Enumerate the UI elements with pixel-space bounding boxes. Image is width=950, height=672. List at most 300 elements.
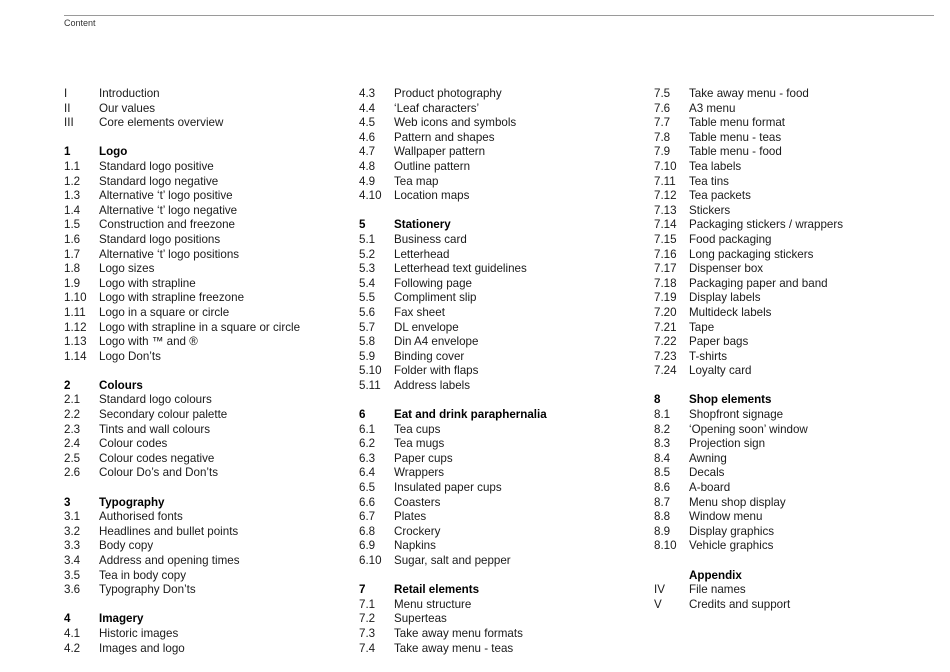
toc-entry-title: Product photography [394,87,502,100]
toc-entry[interactable] [654,116,934,131]
toc-entry-title: Menu shop display [689,495,786,509]
toc-entry-number: 2.2 [64,408,81,422]
toc-entry-number: 1.6 [64,232,81,246]
toc-section-heading[interactable] [654,569,934,584]
toc-entry[interactable] [64,189,344,204]
toc-entry[interactable] [64,423,344,438]
toc-entry[interactable] [359,554,639,569]
toc-entry[interactable] [359,350,639,365]
toc-entry-number: 5.3 [359,262,376,276]
toc-entry-number: 7.16 [654,247,677,261]
toc-entry-title: DL envelope [394,320,459,334]
toc-entry-number: 8.6 [654,481,671,495]
toc-entry-title: Fax sheet [394,305,445,319]
toc-entry-title: Our values [99,101,156,115]
toc-entry-number: 4.10 [359,189,382,203]
toc-entry[interactable] [654,204,934,219]
toc-entry-title: Binding cover [394,349,465,363]
toc-entry-number: 8.8 [654,510,671,524]
toc-entry[interactable] [64,525,344,540]
toc-entry-title: Standard logo positive [99,159,214,173]
toc-section-heading[interactable] [359,408,639,423]
toc-entry-number: 7.12 [654,189,677,203]
toc-section-heading[interactable] [64,145,344,160]
toc-entry-number: 7.9 [654,145,671,159]
toc-entry-title: Logo with strapline [99,276,196,290]
toc-entry-title: Display graphics [689,524,775,538]
toc-entry[interactable] [359,437,639,452]
toc-entry-number: 6 [359,408,366,422]
toc-entry[interactable] [359,87,639,102]
toc-entry-title: Pattern and shapes [394,130,495,144]
toc-entry-number: 3.6 [64,583,81,597]
toc-entry-title: Letterhead text guidelines [394,262,527,276]
toc-entry-title: Headlines and bullet points [99,524,239,538]
toc-entry-title: Din A4 envelope [394,335,479,349]
toc-entry[interactable] [654,481,934,496]
toc-section-heading[interactable] [359,218,639,233]
toc-entry-number: 3.5 [64,568,81,582]
toc-entry-title: Logo with strapline freezone [99,291,245,305]
toc-entry-number: 3.4 [64,554,81,567]
toc-entry-title: Paper cups [394,451,453,465]
toc-entry-number: II [64,101,71,115]
toc-entry-number: 4.9 [359,174,376,188]
toc-spacer [359,569,639,584]
toc-entry-title: A3 menu [689,101,736,115]
toc-entry[interactable] [359,321,639,336]
toc-entry-number: 2.1 [64,393,81,407]
toc-entry[interactable] [654,291,934,306]
toc-entry[interactable] [359,598,639,613]
toc-entry[interactable] [64,87,344,102]
toc-entry-title: Colour codes [99,437,168,451]
toc-entry-number: 1.8 [64,262,81,276]
toc-entry-number: 2.3 [64,422,81,436]
toc-entry[interactable] [359,481,639,496]
toc-entry[interactable] [654,598,934,613]
toc-entry[interactable] [654,364,934,379]
toc-entry[interactable] [64,350,344,365]
toc-entry-number: 1.1 [64,159,81,173]
toc-entry[interactable] [654,160,934,175]
toc-entry-title: Tea cups [394,422,441,436]
toc-entry-title: Colours [99,378,143,392]
toc-entry[interactable] [654,408,934,423]
toc-entry[interactable] [359,277,639,292]
toc-entry-number: 7 [359,583,366,597]
toc-entry-title: Outline pattern [394,159,471,173]
toc-entry-title: Crockery [394,524,441,538]
toc-entry[interactable] [64,393,344,408]
toc-entry[interactable] [654,145,934,160]
toc-entry-number: 4.2 [64,641,81,655]
toc-entry[interactable] [359,496,639,511]
toc-entry[interactable] [359,364,639,379]
toc-entry[interactable] [64,102,344,117]
toc-entry[interactable] [359,525,639,540]
toc-entry-title: Table menu - food [689,145,782,159]
toc-entry-title: Logo with strapline in a square or circle [99,320,301,334]
toc-entry-title: Compliment slip [394,291,477,305]
toc-entry[interactable] [359,466,639,481]
toc-entry-title: Stationery [394,218,451,232]
toc-entry-title: File names [689,583,746,597]
toc-entry-number: 1.13 [64,335,87,349]
toc-entry[interactable] [654,466,934,481]
toc-entry[interactable] [654,350,934,365]
toc-entry[interactable] [359,102,639,117]
toc-entry[interactable] [654,87,934,102]
toc-entry-title: Plates [394,510,427,524]
toc-entry-number: 7.15 [654,232,677,246]
toc-entry-title: Tea in body copy [99,568,187,582]
toc-entry-title: Retail elements [394,583,480,597]
toc-entry-number: 4.1 [64,626,81,640]
toc-entry-number: 8.1 [654,408,671,422]
toc-entry[interactable] [64,321,344,336]
toc-entry-title: Tea tins [689,174,729,188]
toc-entry[interactable] [359,189,639,204]
toc-entry[interactable] [359,423,639,438]
toc-entry-title: Logo with ™ and ® [99,335,198,349]
toc-entry-number: 4.4 [359,101,376,115]
toc-section-heading[interactable] [64,612,344,627]
toc-entry[interactable] [359,642,639,657]
toc-entry-number: 7.6 [654,101,671,115]
toc-entry-number: 4.5 [359,116,376,130]
toc-entry[interactable] [654,306,934,321]
toc-spacer [64,131,344,146]
toc-entry-number: 2.5 [64,451,81,465]
toc-entry[interactable] [359,233,639,248]
toc-entry[interactable] [654,452,934,467]
toc-entry[interactable] [64,554,344,569]
toc-entry-number: 1.9 [64,276,81,290]
toc-entry[interactable] [64,452,344,467]
toc-entry[interactable] [64,510,344,525]
toc-entry-number: 2 [64,378,71,392]
toc-entry[interactable] [654,175,934,190]
toc-entry-number: 6.4 [359,466,376,480]
toc-entry-number: 1.14 [64,349,87,363]
toc-entry-title: Business card [394,232,467,246]
toc-entry-number: 8 [654,393,661,407]
toc-section-heading[interactable] [64,496,344,511]
toc-entry-title: Web icons and symbols [394,116,517,130]
toc-entry-number: 3 [64,495,71,509]
toc-entry-title: Sugar, salt and pepper [394,554,511,567]
toc-entry-title: Vehicle graphics [689,539,774,553]
toc-entry[interactable] [64,175,344,190]
toc-entry[interactable] [654,525,934,540]
toc-entry-title: Take away menu formats [394,626,523,640]
toc-entry-title: Coasters [394,495,441,509]
toc-entry[interactable] [654,510,934,525]
toc-entry-number: 4.6 [359,130,376,144]
toc-entry-title: Alternative ‘t’ logo negative [99,203,238,217]
toc-entry[interactable] [64,642,344,657]
toc-entry[interactable] [64,218,344,233]
toc-entry-number: 6.3 [359,451,376,465]
toc-entry-title: Packaging paper and band [689,276,828,290]
toc-entry[interactable] [654,423,934,438]
toc-spacer [64,481,344,496]
toc-entry-title: Colour codes negative [99,451,215,465]
toc-entry-title: Insulated paper cups [394,481,502,495]
toc-entry[interactable] [359,379,639,394]
toc-entry[interactable] [64,291,344,306]
toc-entry-number: 1.7 [64,247,81,261]
toc-entry-number: 1.10 [64,291,87,305]
toc-entry[interactable] [64,116,344,131]
toc-entry[interactable] [359,452,639,467]
toc-entry-number: 5.11 [359,378,381,392]
toc-entry-number: III [64,116,74,130]
toc-entry-number: 7.23 [654,349,677,363]
toc-entry[interactable] [64,233,344,248]
toc-entry[interactable] [64,466,344,481]
toc-entry[interactable] [654,248,934,263]
toc-entry-title: Tea map [394,174,439,188]
toc-entry-title: Long packaging stickers [689,247,814,261]
toc-entry-title: Shopfront signage [689,408,784,422]
toc-entry-number: 5.1 [359,232,376,246]
toc-entry-number: 7.21 [654,320,677,334]
toc-entry-number: 3.3 [64,539,81,553]
toc-entry-title: Superteas [394,612,447,626]
toc-entry-number: 6.7 [359,510,376,524]
toc-entry-number: 7.1 [359,597,376,611]
toc-entry[interactable] [654,131,934,146]
toc-entry[interactable] [654,583,934,598]
toc-entry-title: Table menu format [689,116,786,130]
toc-entry-title: Standard logo negative [99,174,219,188]
toc-entry[interactable] [654,189,934,204]
toc-spacer [64,598,344,613]
toc-entry-title: Projection sign [689,437,766,451]
toc-entry-title: Tape [689,320,715,334]
toc-entry[interactable] [654,321,934,336]
toc-entry-number: 5 [359,218,366,232]
toc-entry[interactable] [654,335,934,350]
toc-entry-title: Body copy [99,539,154,553]
toc-entry-number: 4.3 [359,87,376,100]
toc-entry-number: 7.8 [654,130,671,144]
toc-entry-number: 5.4 [359,276,376,290]
toc-entry-title: Window menu [689,510,763,524]
toc-section-heading[interactable] [359,583,639,598]
toc-entry[interactable] [359,510,639,525]
toc-entry-number: 7.24 [654,364,677,378]
toc-entry-title: Alternative ‘t’ logo positions [99,247,240,261]
toc-entry-title: Food packaging [689,232,772,246]
toc-entry[interactable] [359,248,639,263]
toc-entry-title: Display labels [689,291,761,305]
toc-entry-number: 1.12 [64,320,87,334]
toc-entry-title: Menu structure [394,597,472,611]
toc-entry-title: Location maps [394,189,470,203]
toc-entry-title: Colour Do’s and Don’ts [99,466,219,480]
toc-entry-number: 7.3 [359,626,376,640]
toc-entry-title: Standard logo positions [99,232,221,246]
toc-entry-title: Table menu - teas [689,130,782,144]
toc-entry[interactable] [359,116,639,131]
toc-entry-number: 6.5 [359,481,376,495]
toc-entry[interactable] [654,496,934,511]
toc-entry[interactable] [64,160,344,175]
toc-entry-number: 3.1 [64,510,81,524]
toc-entry-title: Historic images [99,626,179,640]
page-header-label: Content [64,18,96,28]
toc-entry[interactable] [64,583,344,598]
toc-entry-title: Dispenser box [689,262,764,276]
toc-entry-number: 7.4 [359,641,376,655]
toc-section-heading[interactable] [654,393,934,408]
toc-entry-number: 6.6 [359,495,376,509]
toc-entry[interactable] [64,335,344,350]
toc-entry-number: I [64,87,68,100]
toc-entry-title: Typography [99,495,165,509]
toc-entry-title: Standard logo colours [99,393,212,407]
toc-entry-number: 7.7 [654,116,671,130]
toc-entry[interactable] [359,291,639,306]
toc-entry-title: Authorised fonts [99,510,183,524]
toc-column-2 [359,87,639,656]
toc-entry[interactable] [64,262,344,277]
toc-entry[interactable] [64,277,344,292]
toc-entry-title: Eat and drink paraphernalia [394,408,547,422]
toc-entry[interactable] [654,102,934,117]
toc-entry[interactable] [64,248,344,263]
toc-entry-number: 7.20 [654,305,677,319]
toc-entry-number: 7.22 [654,335,677,349]
toc-entry-number: 5.6 [359,305,376,319]
toc-entry-number: 6.8 [359,524,376,538]
toc-entry-number: 1 [64,145,71,159]
toc-spacer [654,379,934,394]
toc-entry[interactable] [359,627,639,642]
toc-entry-title: Take away menu - food [689,87,809,100]
toc-entry[interactable] [654,218,934,233]
toc-entry-number: 1.4 [64,203,81,217]
toc-entry-title: Introduction [99,87,160,100]
header-rule [64,15,934,16]
toc-entry-number: 7.11 [654,174,676,188]
toc-entry-title: Alternative ‘t’ logo positive [99,189,233,203]
toc-entry-title: Images and logo [99,641,185,655]
toc-entry-number: 5.7 [359,320,376,334]
toc-entry[interactable] [64,408,344,423]
toc-entry-number: 8.10 [654,539,677,553]
toc-entry[interactable] [359,262,639,277]
toc-entry-number: 3.2 [64,524,81,538]
toc-entry-number: V [654,597,662,611]
toc-entry-title: Tea labels [689,159,742,173]
toc-entry-number: 7.10 [654,159,677,173]
toc-entry-title: Stickers [689,203,731,217]
toc-entry[interactable] [64,539,344,554]
toc-entry-number: 7.18 [654,276,677,290]
toc-entry-title: Take away menu - teas [394,641,514,655]
toc-entry-title: ‘Leaf characters’ [394,101,480,115]
toc-section-heading[interactable] [64,379,344,394]
toc-entry[interactable] [359,335,639,350]
toc-entry[interactable] [359,612,639,627]
toc-entry-number: 1.11 [64,305,86,319]
toc-spacer [359,393,639,408]
toc-entry-title: Wrappers [394,466,445,480]
toc-entry-number: 5.8 [359,335,376,349]
toc-entry[interactable] [359,160,639,175]
toc-entry[interactable] [359,539,639,554]
toc-entry-number: 6.1 [359,422,376,436]
toc-entry[interactable] [654,277,934,292]
toc-entry-title: Packaging stickers / wrappers [689,218,844,232]
toc-entry-title: Letterhead [394,247,450,261]
toc-entry-number: 7.2 [359,612,376,626]
toc-entry-title: Multideck labels [689,305,772,319]
toc-entry-number: 6.9 [359,539,376,553]
toc-entry-number: 8.3 [654,437,671,451]
toc-entry-number: 8.7 [654,495,671,509]
toc-entry[interactable] [654,539,934,554]
toc-entry-title: T-shirts [689,349,728,363]
toc-entry-number: 4 [64,612,71,626]
toc-entry[interactable] [64,306,344,321]
toc-entry[interactable] [654,437,934,452]
toc-entry-number: 5.10 [359,364,382,378]
toc-entry-number: 8.2 [654,422,671,436]
toc-entry-title: Address labels [394,378,471,392]
toc-entry[interactable] [64,437,344,452]
toc-entry[interactable] [359,175,639,190]
toc-entry-title: Credits and support [689,597,791,611]
toc-entry-number: 7.5 [654,87,671,100]
toc-entry-title: A-board [689,481,731,495]
toc-entry[interactable] [359,145,639,160]
toc-entry-title: Address and opening times [99,554,240,567]
toc-entry-title: Imagery [99,612,144,626]
toc-entry-number: 6.2 [359,437,376,451]
toc-entry-title: Logo sizes [99,262,155,276]
toc-entry-title: Tea packets [689,189,751,203]
toc-entry-number: 2.6 [64,466,81,480]
toc-spacer [359,204,639,219]
toc-entry[interactable] [359,306,639,321]
toc-entry-title: Folder with flaps [394,364,479,378]
toc-entry-title: Tea mugs [394,437,445,451]
toc-entry-title: ‘Opening soon’ window [689,422,808,436]
toc-entry-number: 6.10 [359,554,382,567]
toc-entry[interactable] [654,262,934,277]
toc-entry-title: Construction and freezone [99,218,235,232]
toc-entry-title: Appendix [689,568,742,582]
toc-entry-number: 5.2 [359,247,376,261]
toc-entry-title: Tints and wall colours [99,422,211,436]
toc-entry-number: 7.13 [654,203,677,217]
toc-entry[interactable] [64,204,344,219]
toc-entry[interactable] [64,627,344,642]
toc-entry-number: 1.2 [64,174,81,188]
toc-entry-number: 7.17 [654,262,677,276]
toc-entry-title: Shop elements [689,393,772,407]
toc-entry-title: Core elements overview [99,116,224,130]
toc-column-3 [654,87,934,612]
toc-entry[interactable] [654,233,934,248]
toc-entry[interactable] [64,569,344,584]
toc-entry[interactable] [359,131,639,146]
